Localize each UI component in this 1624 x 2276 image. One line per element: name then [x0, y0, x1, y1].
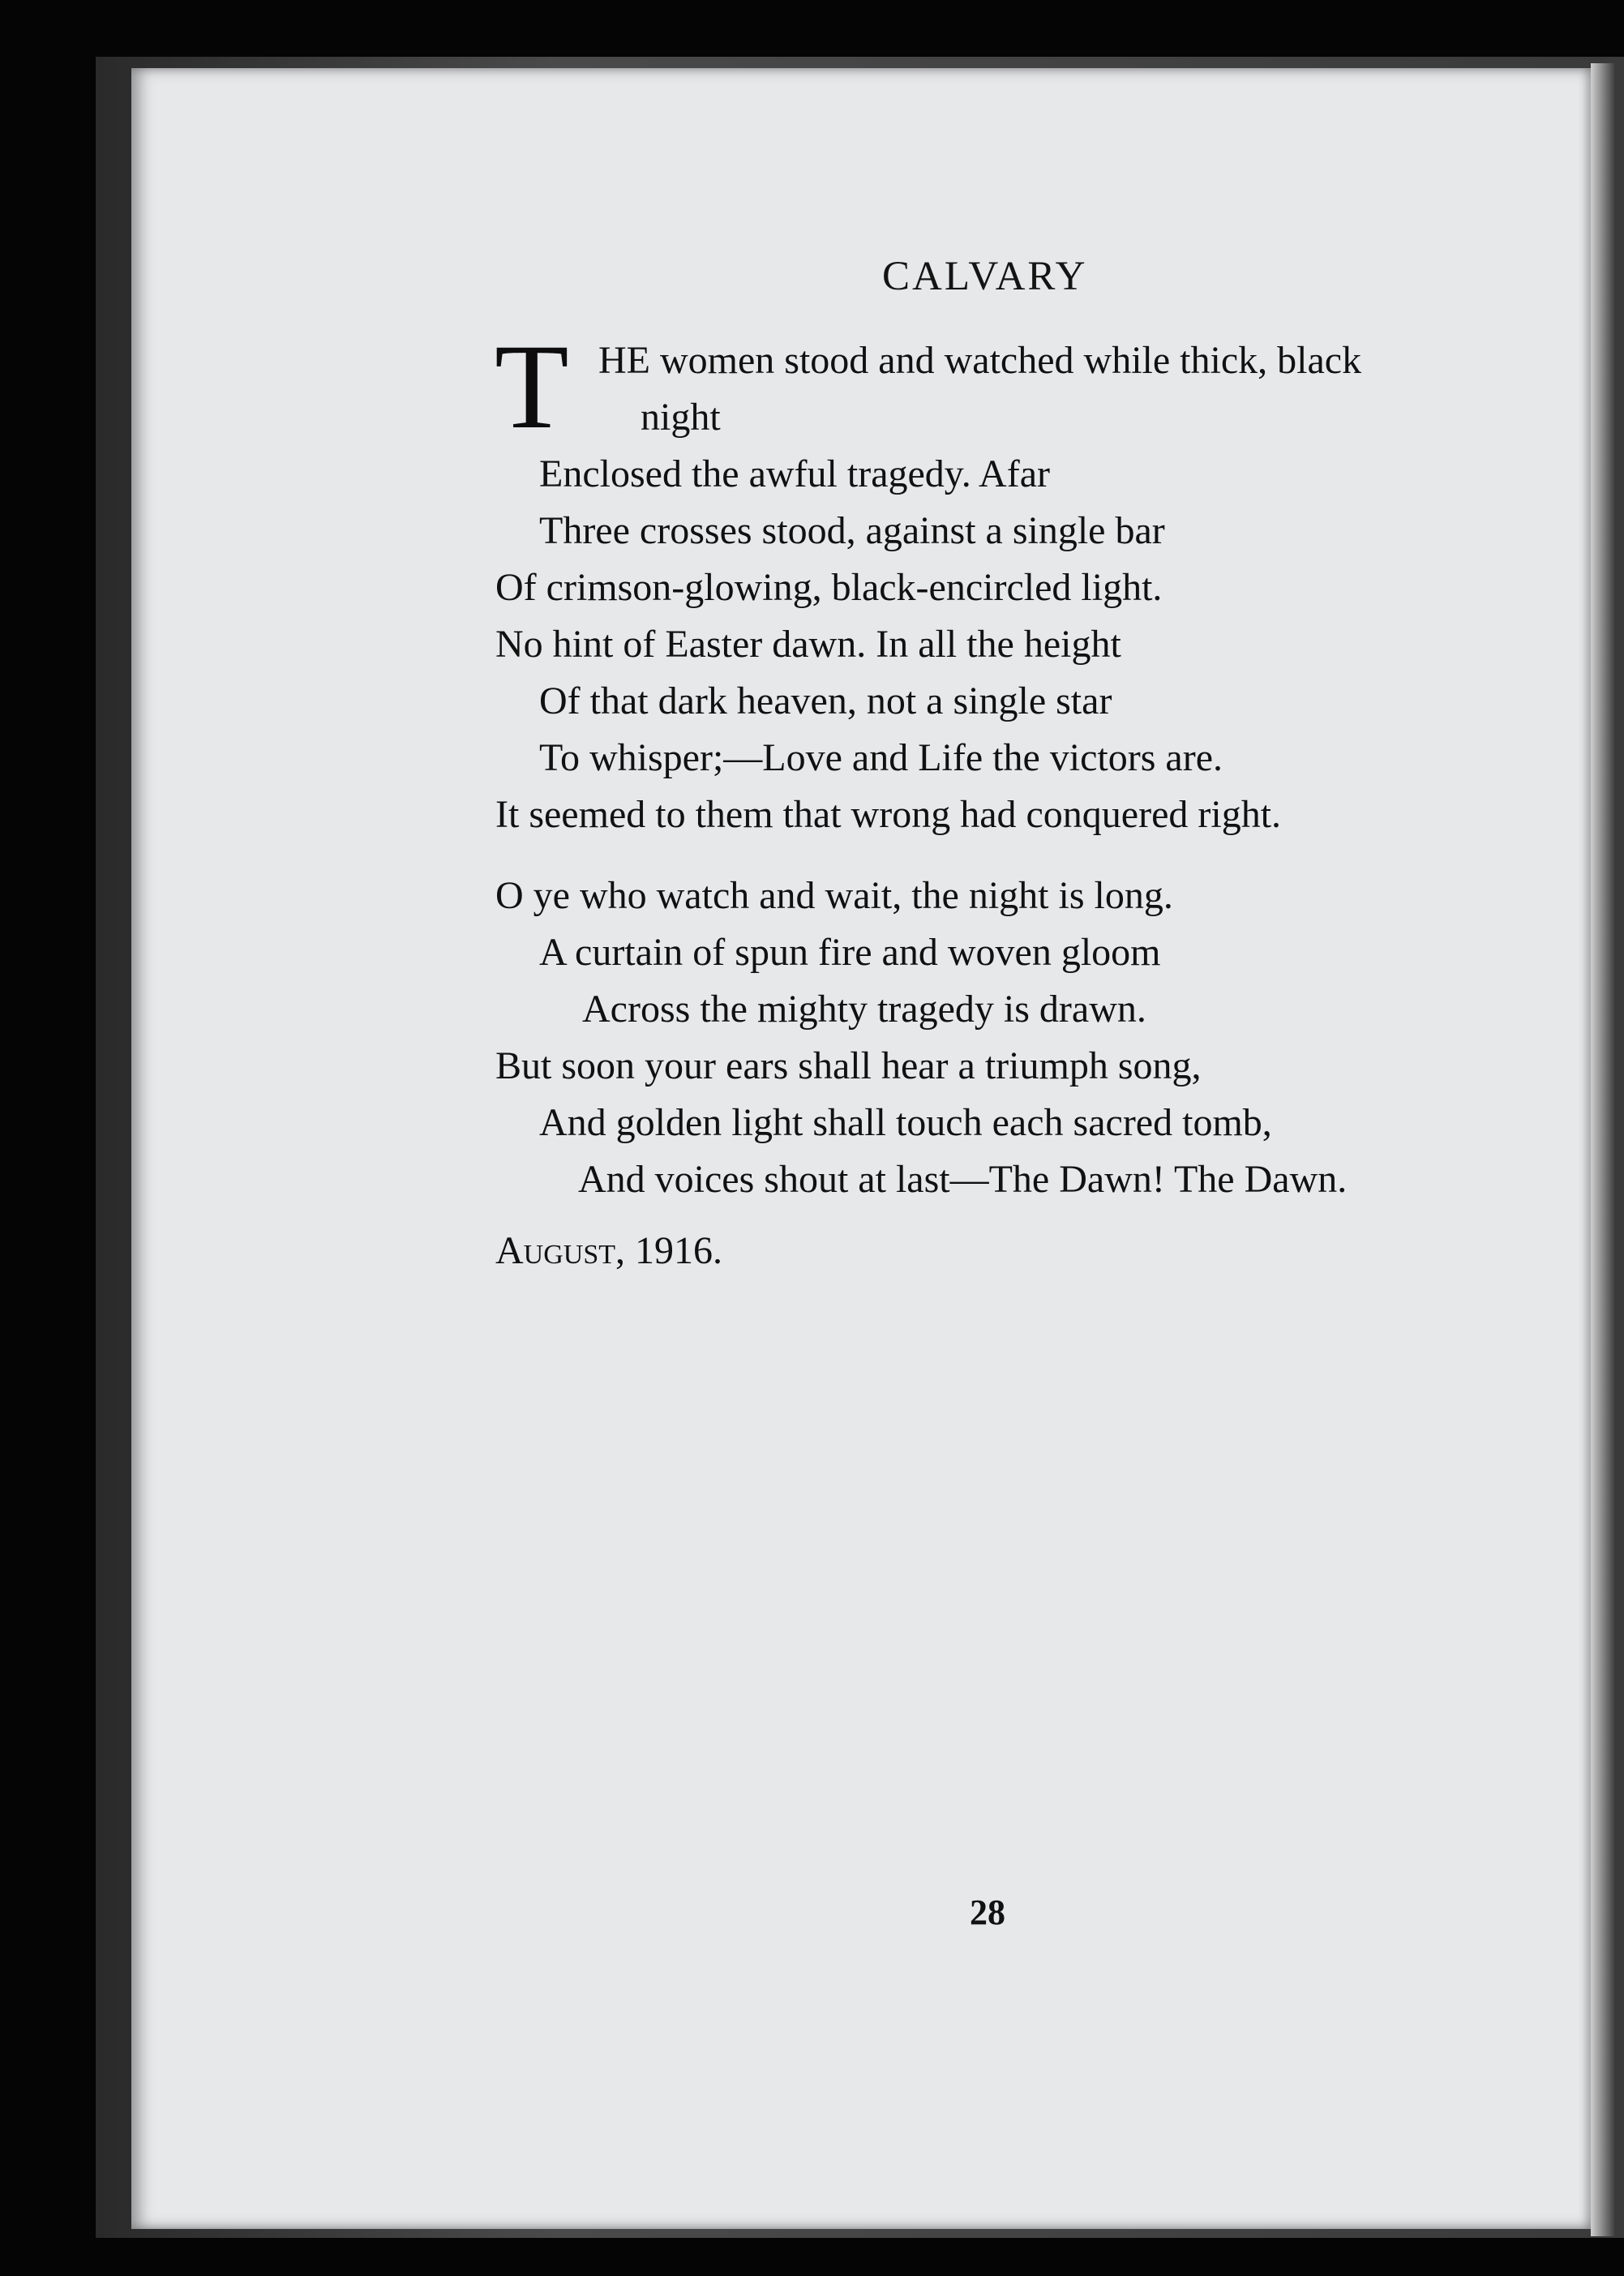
- poem-line: And voices shout at last—The Dawn! The Dawn.: [578, 1158, 1348, 1201]
- poem-line: It seemed to them that wrong had conquered right.: [495, 793, 1282, 836]
- poem-line: HE women stood and watched while thick, black: [598, 339, 1362, 382]
- drop-cap: T: [495, 319, 569, 454]
- poem-title: CALVARY: [882, 254, 1088, 299]
- poem-line: No hint of Easter dawn. In all the height: [495, 623, 1121, 666]
- poem-line: Across the mighty tragedy is drawn.: [582, 988, 1146, 1031]
- poem-line: Enclosed the awful tragedy. Afar: [539, 452, 1050, 495]
- poem-date: August, 1916.: [495, 1229, 723, 1272]
- page-edge: [1591, 63, 1615, 2236]
- poem-line: But soon your ears shall hear a triumph song,: [495, 1044, 1202, 1087]
- poem-line: A curtain of spun fire and woven gloom: [539, 931, 1161, 974]
- poem-line: night: [641, 396, 721, 439]
- poem-line: Of crimson-glowing, black-encircled light.: [495, 566, 1163, 609]
- poem-line: Three crosses stood, against a single bar: [539, 509, 1165, 552]
- poem-line: To whisper;—Love and Life the victors are.: [539, 736, 1223, 779]
- poem-line: And golden light shall touch each sacred tomb,: [539, 1101, 1272, 1144]
- page-number: 28: [970, 1892, 1005, 1932]
- poem-line: O ye who watch and wait, the night is long.: [495, 874, 1173, 917]
- book-page: [131, 68, 1591, 2229]
- poem-line: Of that dark heaven, not a single star: [539, 679, 1112, 722]
